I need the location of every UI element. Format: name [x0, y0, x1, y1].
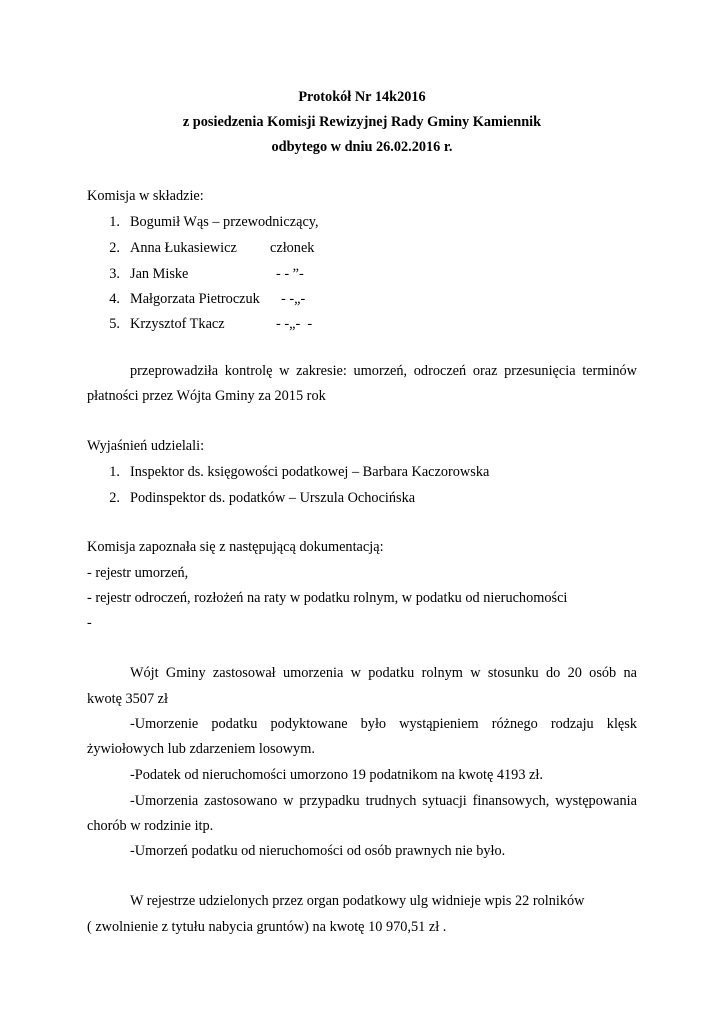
member-role: członek: [270, 240, 315, 256]
member-number: 5.: [109, 316, 120, 332]
finding-paragraph-4-line-1: -Umorzenia zastosowano w przypadku trudnych sytuacji finansowych, występowania: [130, 793, 637, 809]
documentation-heading: Komisja zapoznała się z następującą dokumentacją:: [87, 539, 384, 555]
documentation-item: -: [87, 615, 92, 631]
document-subtitle: z posiedzenia Komisji Rewizyjnej Rady Gminy Kamiennik: [182, 114, 542, 130]
finding-paragraph-6-line-1: W rejestrze udzielonych przez organ podatkowy ulg widnieje wpis 22 rolników: [130, 893, 585, 909]
finding-paragraph-5: -Umorzeń podatku od nieruchomości od osób prawnych nie było.: [130, 843, 506, 859]
member-number: 1.: [109, 214, 120, 230]
member-name: Krzysztof Tkacz: [130, 316, 225, 332]
member-name: Małgorzata Pietroczuk: [130, 291, 260, 307]
member-number: 3.: [109, 266, 120, 282]
member-name: Jan Miske: [130, 266, 189, 282]
member-number: 4.: [109, 291, 120, 307]
documentation-item: - rejestr umorzeń,: [87, 565, 189, 581]
finding-paragraph-3: -Podatek od nieruchomości umorzono 19 podatnikom na kwotę 4193 zł.: [130, 767, 543, 783]
finding-paragraph-4-line-2: chorób w rodzinie itp.: [87, 818, 214, 834]
finding-paragraph-2-line-1: -Umorzenie podatku podyktowane było wystąpieniem różnego rodzaju klęsk: [130, 716, 637, 732]
member-name: Bogumił Wąs – przewodniczący,: [130, 214, 319, 230]
explanation-number: 2.: [109, 490, 120, 506]
composition-heading: Komisja w składzie:: [87, 188, 204, 204]
finding-paragraph-1-line-2: kwotę 3507 zł: [87, 691, 168, 707]
explanation-number: 1.: [109, 464, 120, 480]
scope-line-1: przeprowadziła kontrolę w zakresie: umorzeń, odroczeń oraz przesunięcia terminów: [130, 363, 637, 379]
member-role: - -„- -: [276, 316, 313, 332]
member-number: 2.: [109, 240, 120, 256]
finding-paragraph-2-line-2: żywiołowych lub zdarzeniem losowym.: [87, 741, 315, 757]
scope-line-2: płatności przez Wójta Gminy za 2015 rok: [87, 388, 326, 404]
member-name: Anna Łukasiewicz: [130, 240, 237, 256]
member-role: - -„-: [281, 291, 306, 307]
explanations-heading: Wyjaśnień udzielali:: [87, 438, 205, 454]
document-date-line: odbytego w dniu 26.02.2016 r.: [271, 139, 453, 155]
finding-paragraph-1-line-1: Wójt Gminy zastosował umorzenia w podatku rolnym w stosunku do 20 osób na: [130, 665, 637, 681]
documentation-item: - rejestr odroczeń, rozłożeń na raty w podatku rolnym, w podatku od nieruchomości: [87, 590, 568, 606]
member-role: - - ”-: [276, 266, 304, 282]
finding-paragraph-6-line-2: ( zwolnienie z tytułu nabycia gruntów) na kwotę 10 970,51 zł .: [87, 919, 447, 935]
document-title: Protokół Nr 14k2016: [298, 89, 426, 105]
explanation-item: Podinspektor ds. podatków – Urszula Ochocińska: [130, 490, 416, 506]
explanation-item: Inspektor ds. księgowości podatkowej – Barbara Kaczorowska: [130, 464, 490, 480]
